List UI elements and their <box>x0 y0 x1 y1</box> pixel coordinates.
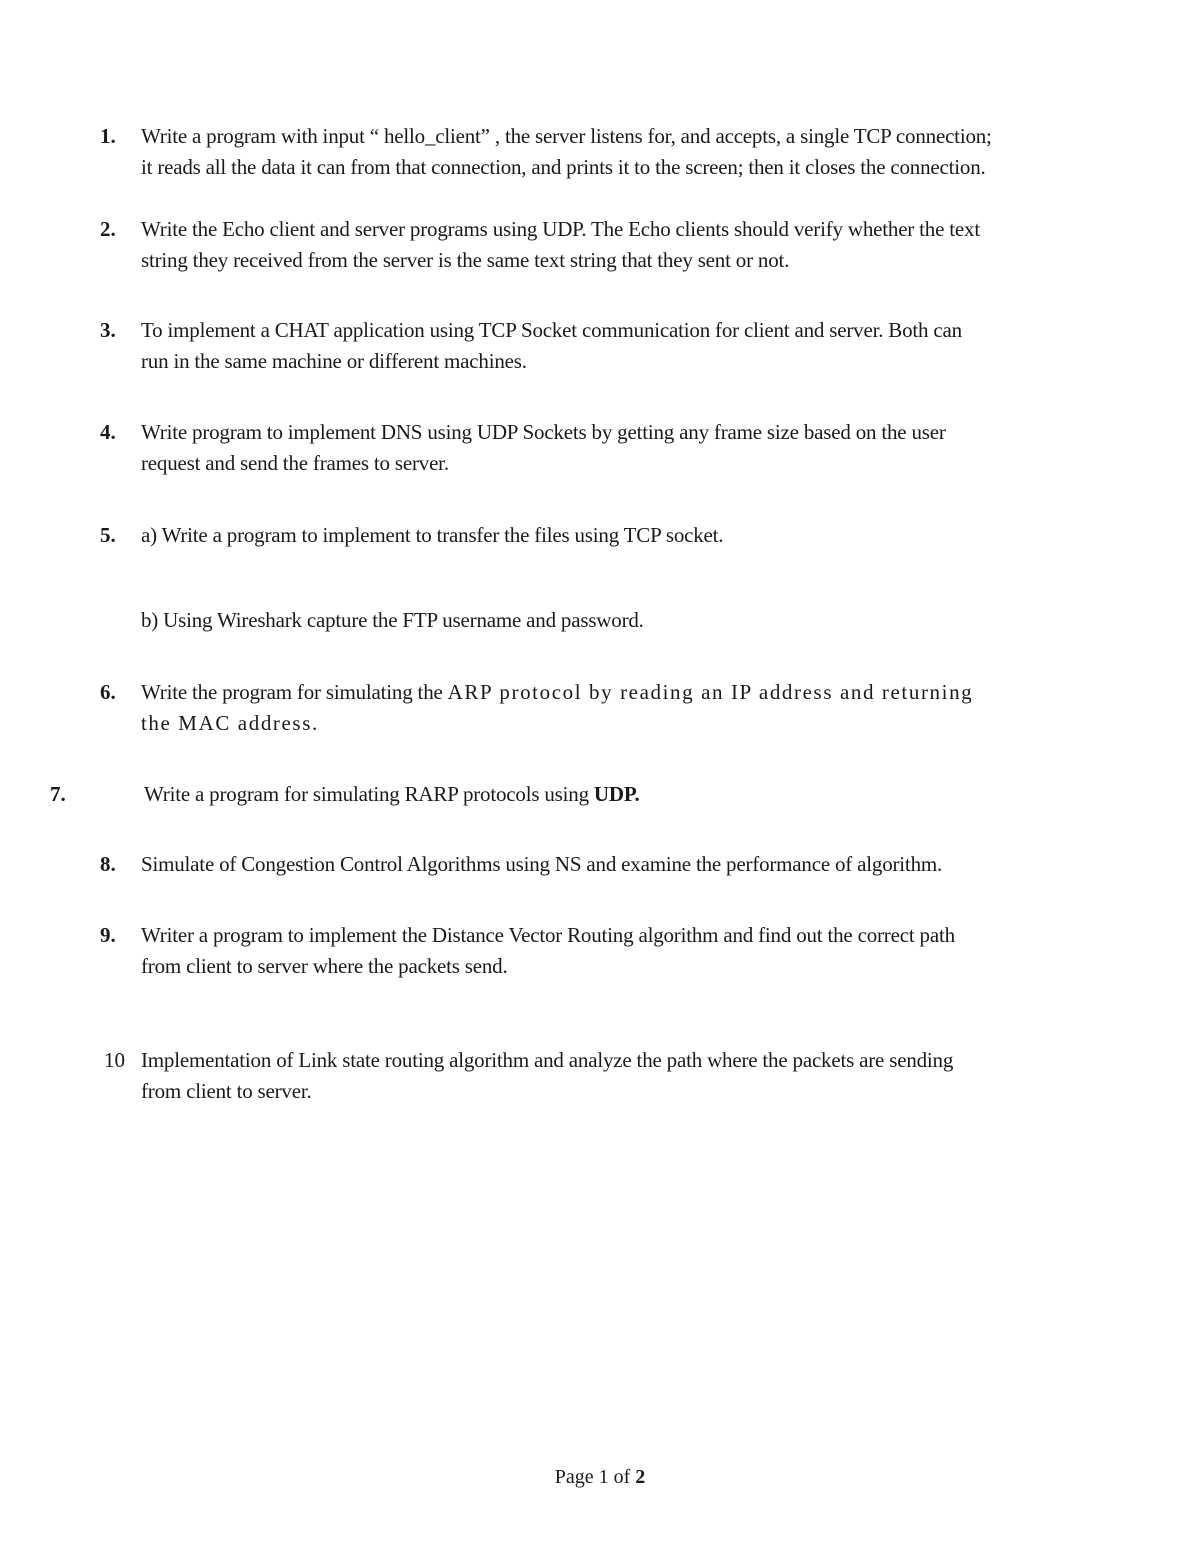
list-item-3 <box>100 315 1100 377</box>
item-number: 8. <box>100 852 116 876</box>
item-number: 5. <box>100 523 116 547</box>
item-line: Simulate of Congestion Control Algorithms using NS and examine the performance of algorithm. <box>141 852 943 876</box>
item-line: from client to server where the packets send. <box>141 954 508 978</box>
list-item-5-sub <box>100 605 1100 636</box>
item-text <box>141 677 1100 739</box>
item-number: 4. <box>100 420 116 444</box>
item-line: Implementation of Link state routing algorithm and analyze the path where the packets are sending <box>141 1048 954 1072</box>
list-item-7 <box>50 779 1150 810</box>
item-line: Write the Echo client and server programs using UDP. The Echo clients should verify whether the text <box>141 217 980 241</box>
item-number: 10 <box>104 1048 125 1072</box>
item-number: 9. <box>100 923 116 947</box>
item-line: run in the same machine or different machines. <box>141 349 527 373</box>
list-item-8 <box>100 849 1100 880</box>
item-text <box>144 779 1150 810</box>
item-line: a) Write a program to implement to transfer the files using TCP socket. <box>141 523 724 547</box>
item-line: string they received from the server is the same text string that they sent or not. <box>141 248 790 272</box>
page-total: 2 <box>635 1466 646 1488</box>
item-line: Writer a program to implement the Distance Vector Routing algorithm and find out the correct path <box>141 923 955 947</box>
item-text <box>141 315 1100 377</box>
item-text <box>141 849 1100 880</box>
item-text-normal: Write a program for simulating RARP protocols using <box>144 782 594 806</box>
item-number: 3. <box>100 318 116 342</box>
item-line-normal: Write the program for simulating the <box>141 680 448 704</box>
item-line: request and send the frames to server. <box>141 451 449 475</box>
list-item-6 <box>100 677 1100 739</box>
item-number: 1. <box>100 124 116 148</box>
list-item-10 <box>100 1045 1100 1107</box>
item-line: from client to server. <box>141 1079 312 1103</box>
item-sub-text: b) Using Wireshark capture the FTP username and password. <box>141 608 644 632</box>
item-text <box>141 121 1100 183</box>
item-line: Write a program with input “ hello_client” , the server listens for, and accepts, a single TCP connection; <box>141 124 992 148</box>
page-footer <box>0 1462 1200 1493</box>
item-line <box>141 677 1100 708</box>
item-text <box>141 417 1100 479</box>
list-item-1 <box>100 121 1100 183</box>
list-item-5 <box>100 520 1100 551</box>
list-item-4 <box>100 417 1100 479</box>
item-line: To implement a CHAT application using TCP Socket communication for client and server. Both can <box>141 318 962 342</box>
item-line: the MAC address. <box>141 711 319 735</box>
item-text <box>141 214 1100 276</box>
list-item-2 <box>100 214 1100 276</box>
item-line: Write program to implement DNS using UDP Sockets by getting any frame size based on the user <box>141 420 946 444</box>
page-number-prefix: Page 1 of <box>554 1466 636 1488</box>
list-item-9 <box>100 920 1100 982</box>
item-text-bold: UDP. <box>593 782 640 806</box>
item-number: 2. <box>100 217 116 241</box>
item-number: 7. <box>50 782 66 806</box>
item-text <box>141 520 1100 551</box>
item-line: it reads all the data it can from that connection, and prints it to the screen; then it closes the connection. <box>141 155 986 179</box>
item-text <box>141 1045 1100 1107</box>
item-text <box>141 920 1100 982</box>
item-number: 6. <box>100 680 116 704</box>
item-line-spaced: ARP protocol by reading an IP address and returning <box>447 680 974 704</box>
